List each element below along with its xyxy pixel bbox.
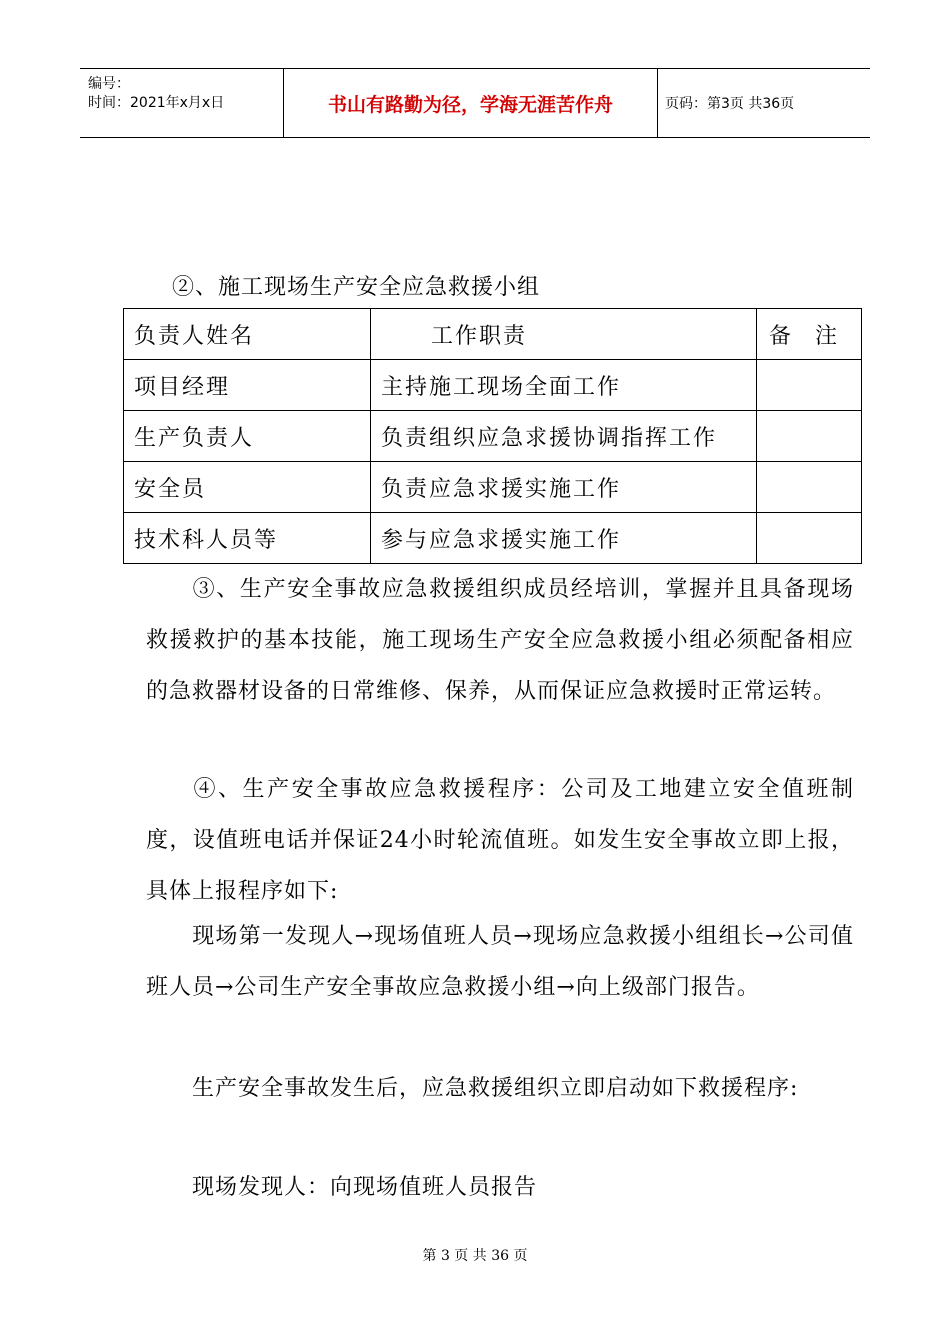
paragraph-text: 生产安全事故发生后，应急救援组织立即启动如下救援程序: — [192, 1076, 799, 1101]
paragraph-procedure — [146, 764, 854, 917]
paragraph-training — [146, 564, 854, 717]
table-cell — [757, 411, 862, 462]
header-cell: 工作职责 — [371, 309, 757, 360]
header-motto: 书山有路勤为径，学海无涯苦作舟 — [283, 69, 658, 137]
paragraph-start-rescue — [146, 1063, 854, 1114]
table-row — [124, 513, 862, 564]
table-row — [124, 411, 862, 462]
table-cell: 负责组织应急求援协调指挥工作 — [371, 411, 757, 462]
page-footer: 第 3 页 共 36 页 — [422, 1248, 528, 1264]
header-meta — [80, 69, 283, 137]
table-cell: 参与应急求援实施工作 — [371, 513, 757, 564]
table-cell: 项目经理 — [124, 360, 371, 411]
table-cell: 生产负责人 — [124, 411, 371, 462]
header-cell: 备注 — [757, 309, 862, 360]
paragraph-text: ④、生产安全事故应急救援程序：公司及工地建立安全值班制度，设值班电话并保证24小时轮流值班。如发生安全事故立即上报，具体上报程序如下: — [146, 777, 854, 904]
paragraph-text: ③、生产安全事故应急救援组织成员经培训，掌握并且具备现场救援救护的基本技能，施工现场生产安全应急救援小组必须配备相应的急救器材设备的日常维修、保养，从而保证应急救援时正常运转。 — [146, 577, 854, 704]
table-cell — [757, 513, 862, 564]
table-row — [124, 462, 862, 513]
time-label: 时间：2021年x月x日 — [88, 95, 225, 111]
number-label: 编号： — [88, 76, 130, 92]
header-page-info: 页码：第3页 共36页 — [665, 96, 795, 112]
table-cell: 安全员 — [124, 462, 371, 513]
document-header — [80, 68, 870, 138]
table-cell — [757, 360, 862, 411]
table-row — [124, 360, 862, 411]
rescue-team-table — [123, 308, 862, 564]
table-header-row — [124, 309, 862, 360]
header-cell: 负责人姓名 — [124, 309, 371, 360]
section-title: ②、施工现场生产安全应急救援小组 — [172, 275, 541, 300]
table-cell: 负责应急求援实施工作 — [371, 462, 757, 513]
table-cell: 技术科人员等 — [124, 513, 371, 564]
paragraph-report-chain — [146, 911, 854, 1013]
table-cell: 主持施工现场全面工作 — [371, 360, 757, 411]
table-cell — [757, 462, 862, 513]
paragraph-text: 现场第一发现人→现场值班人员→现场应急救援小组组长→公司值班人员→公司生产安全事故应急救援小组→向上级部门报告。 — [146, 924, 854, 1000]
paragraph-text: 现场发现人：向现场值班人员报告 — [192, 1175, 538, 1200]
paragraph-discoverer — [146, 1162, 854, 1213]
